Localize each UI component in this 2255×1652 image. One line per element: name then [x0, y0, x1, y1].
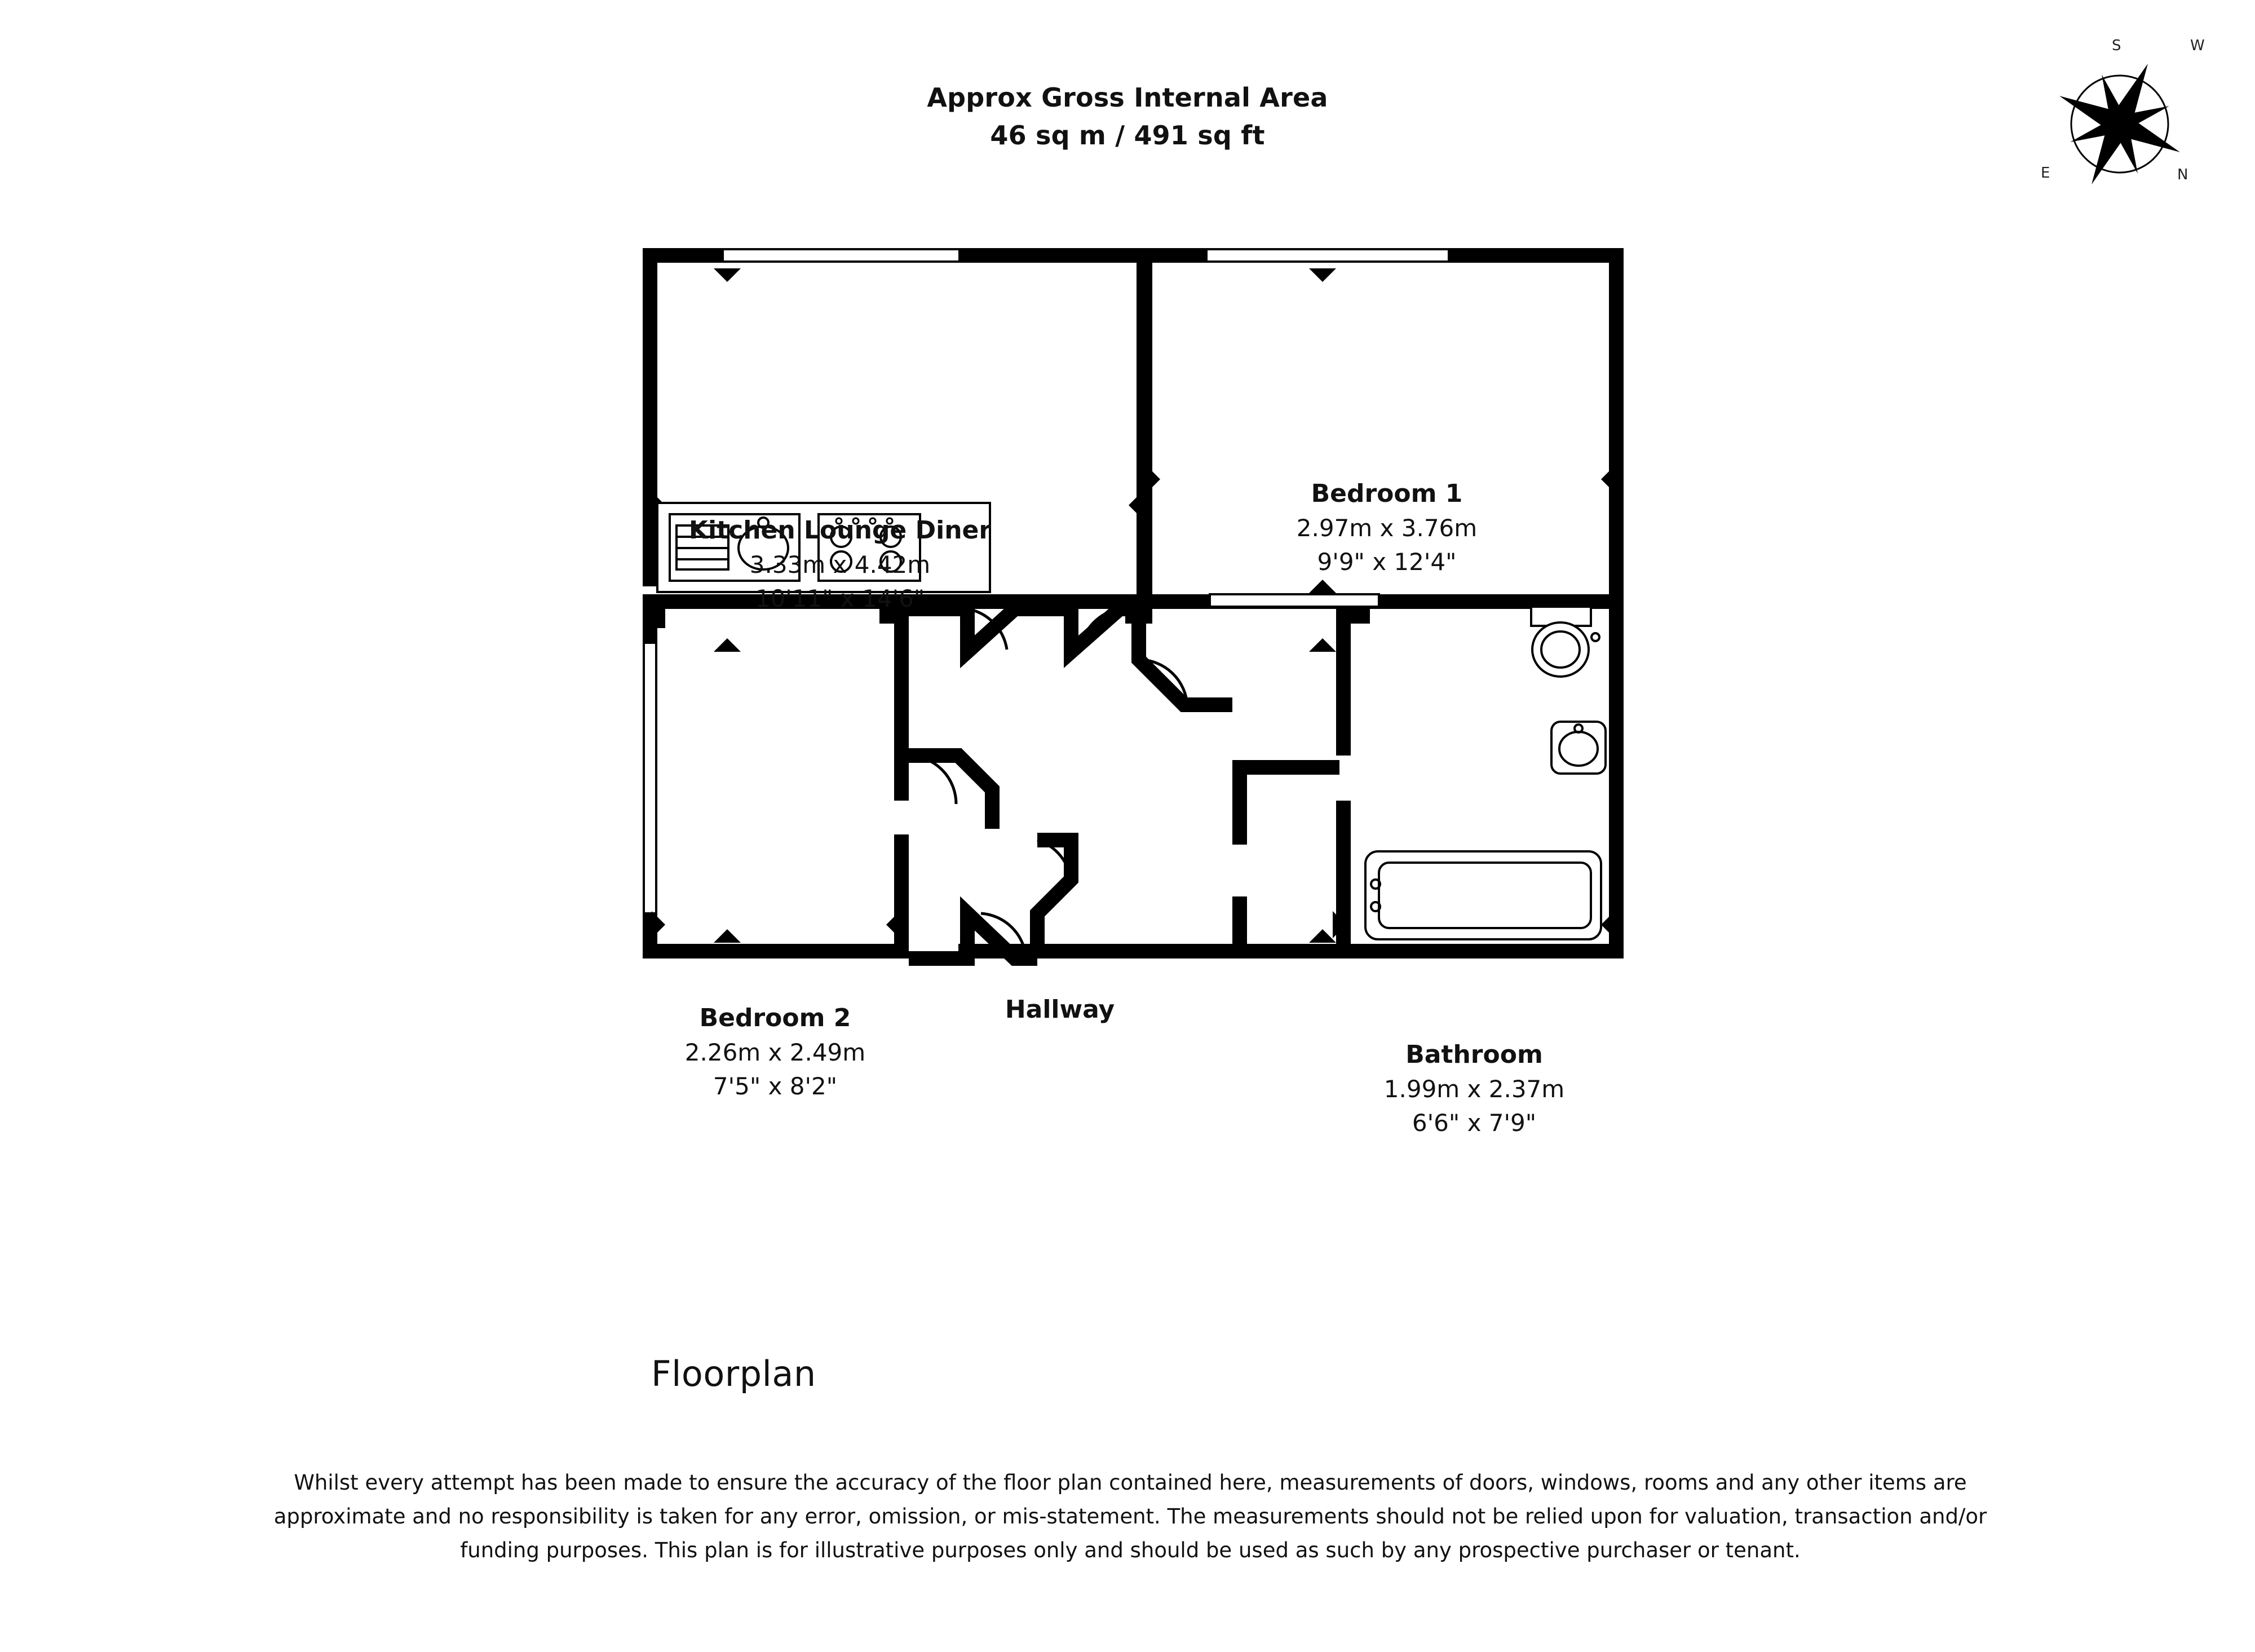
room-name: Bedroom 1 [1311, 479, 1463, 508]
gia-title: Approx Gross Internal Area [927, 82, 1328, 113]
gross-internal-area-header [0, 79, 2255, 154]
floorplan-drawing [643, 248, 1624, 1291]
room-label-hallway [970, 992, 1150, 1027]
compass-rose-icon [2030, 34, 2210, 214]
room-dimension-imperial: 10'11" x 14'6" [755, 585, 925, 613]
room-name: Bedroom 2 [699, 1004, 851, 1032]
compass-label-north: N [2177, 166, 2188, 183]
washbasin-icon [1551, 722, 1606, 774]
toilet-icon [1531, 607, 1599, 677]
floorplan-title: Floorplan [651, 1353, 816, 1394]
disclaimer-text: Whilst every attempt has been made to ensure the accuracy of the floor plan contained here, measurements of doors, windows, rooms and any other items are approximate and no responsibility is taken for any error, omission, or mis-statement. The measurements should not be relied upon for valuation, transaction and/or funding purposes. This plan is for illustrative purposes only and should be used as such by any prospective purchaser or tenant. [273, 1470, 1987, 1562]
gia-value: 46 sq m / 491 sq ft [990, 120, 1265, 151]
room-name: Hallway [1005, 995, 1115, 1024]
room-name: Kitchen Lounge Diner [688, 516, 992, 545]
room-dimension-imperial: 9'9" x 12'4" [1317, 548, 1457, 576]
compass-label-east: E [2041, 165, 2050, 182]
compass-label-west: W [2190, 37, 2205, 54]
room-dimension-metric: 3.33m x 4.42m [749, 551, 931, 579]
room-dimension-imperial: 7'5" x 8'2" [713, 1072, 838, 1101]
room-dimension-metric: 1.99m x 2.37m [1383, 1075, 1565, 1103]
room-dimension-imperial: 6'6" x 7'9" [1412, 1109, 1537, 1137]
room-label-bedroom-1 [1218, 476, 1556, 579]
room-label-bathroom [1342, 1037, 1607, 1140]
compass-label-south: S [2112, 37, 2121, 54]
room-dimension-metric: 2.97m x 3.76m [1296, 514, 1478, 542]
room-label-kitchen-lounge-diner [631, 513, 1049, 616]
room-dimension-metric: 2.26m x 2.49m [684, 1039, 866, 1067]
room-label-bedroom-2 [654, 1001, 896, 1103]
room-name: Bathroom [1405, 1040, 1543, 1069]
bathroom-fixtures [1365, 607, 1606, 939]
bathtub-icon [1365, 851, 1601, 939]
hallway-walls [909, 609, 1232, 958]
